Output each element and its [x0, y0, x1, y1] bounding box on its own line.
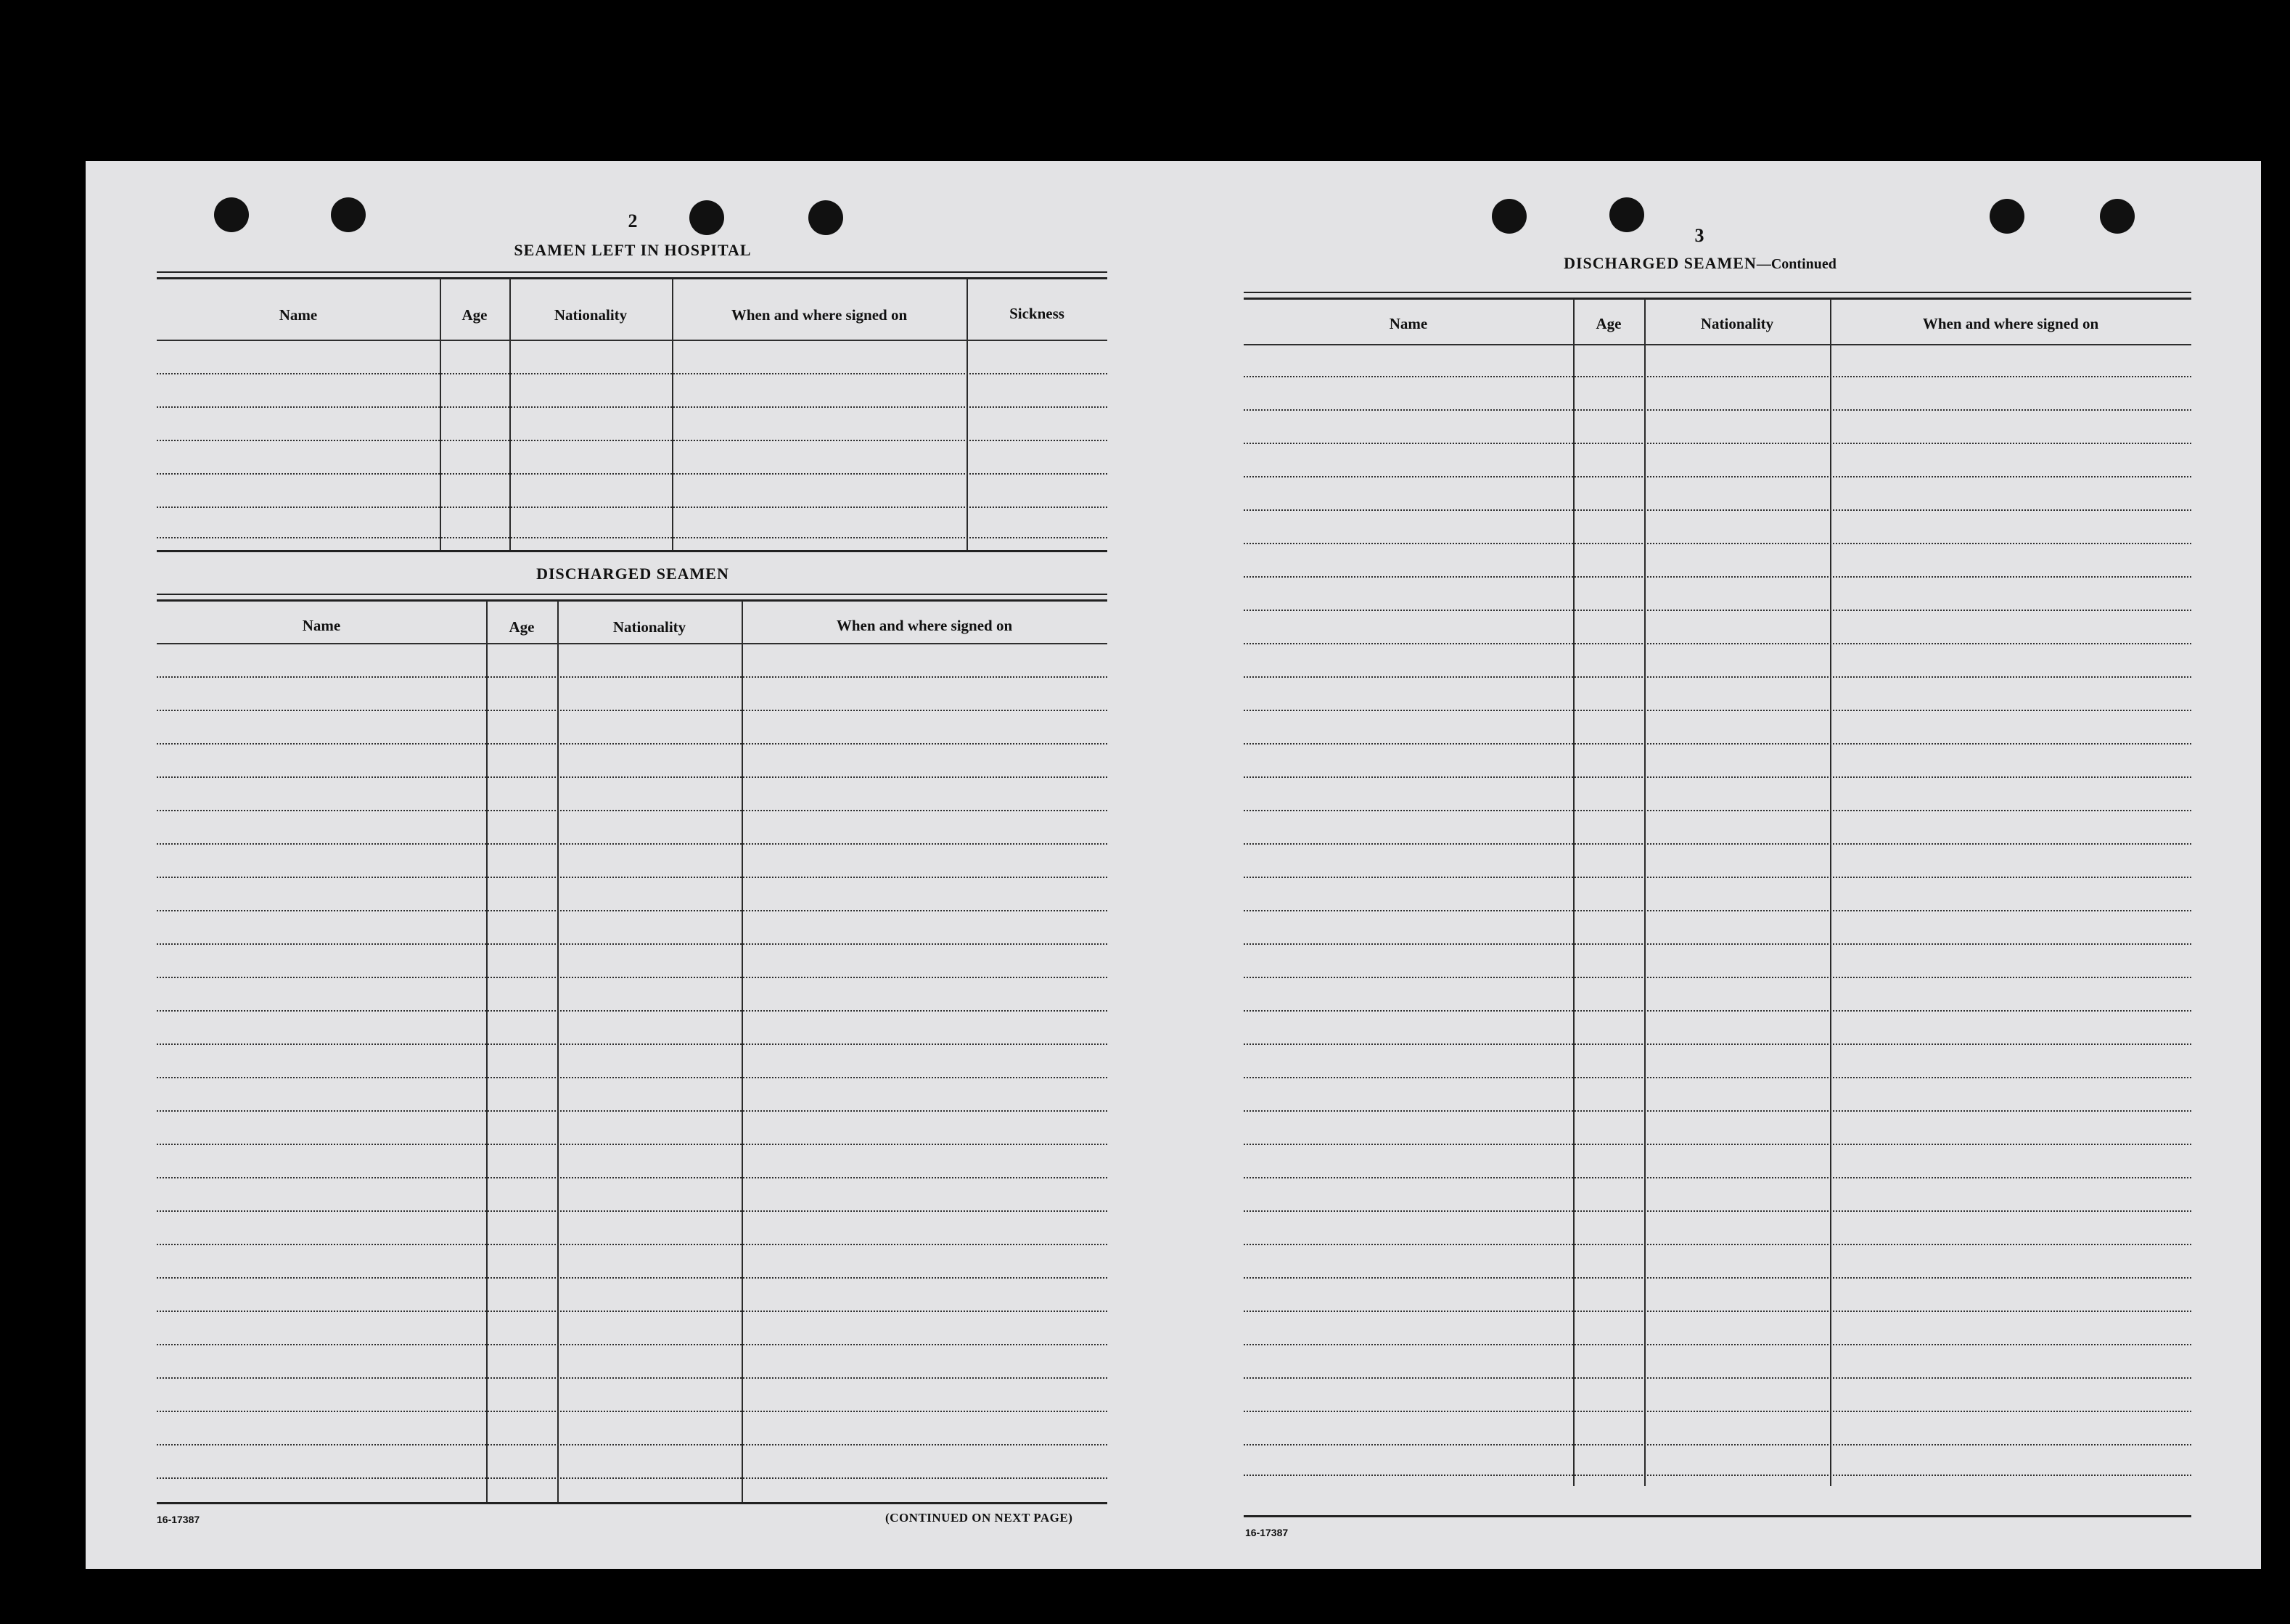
table-row — [157, 810, 1107, 811]
column-header-nationality: Nationality — [1700, 315, 1774, 332]
table-row — [157, 406, 1107, 408]
table-row — [1244, 1043, 2191, 1045]
table-row — [1244, 610, 2191, 611]
table-row — [157, 910, 1107, 911]
discharged-table — [157, 601, 1107, 1502]
form-number: 16-17387 — [1245, 1527, 1289, 1538]
table-row — [157, 1144, 1107, 1145]
table-row — [1244, 1411, 2191, 1412]
table-row — [1244, 1475, 2191, 1476]
table-row — [1244, 843, 2191, 845]
table-row — [157, 743, 1107, 745]
table-row — [1244, 1077, 2191, 1078]
discharged-continued-title — [1551, 254, 1849, 273]
table-row — [157, 710, 1107, 711]
column-header-name: Name — [1389, 315, 1428, 332]
column-divider — [486, 601, 488, 1502]
table-row — [157, 1043, 1107, 1045]
column-header-age: Age — [509, 618, 535, 636]
discharged-continued-table — [1244, 299, 2191, 1486]
header-row-line — [157, 643, 1107, 644]
discharged-title-main: DISCHARGED SEAMEN — [1564, 254, 1757, 272]
table-row — [157, 1444, 1107, 1445]
form-number: 16-17387 — [157, 1514, 200, 1525]
table-row — [1244, 776, 2191, 778]
table-row — [157, 1311, 1107, 1312]
page-number: 3 — [1694, 225, 1704, 246]
column-header-nationality: Nationality — [554, 306, 628, 324]
column-divider — [742, 601, 743, 1502]
column-divider — [557, 601, 559, 1502]
table-row — [157, 676, 1107, 678]
table-row — [1244, 443, 2191, 444]
table-row — [1244, 476, 2191, 477]
table-row — [157, 440, 1107, 441]
binder-hole — [808, 200, 843, 235]
table-row — [1244, 376, 2191, 377]
table-row — [157, 877, 1107, 878]
table-row — [1244, 1177, 2191, 1178]
discharged-section-title: DISCHARGED SEAMEN — [536, 565, 729, 583]
page-2 — [86, 161, 1203, 1569]
table-row — [157, 473, 1107, 475]
table-row — [1244, 977, 2191, 978]
table-row — [157, 1477, 1107, 1479]
table-row — [157, 1277, 1107, 1279]
table-row — [157, 843, 1107, 845]
column-header-signed-on: When and where signed on — [836, 617, 1013, 634]
column-header-age: Age — [1596, 315, 1622, 332]
continued-note: (CONTINUED ON NEXT PAGE) — [885, 1511, 1073, 1525]
table-row — [1244, 743, 2191, 745]
table-row — [1244, 1377, 2191, 1379]
table-row — [157, 943, 1107, 945]
table-row — [157, 373, 1107, 374]
column-header-signed-on: When and where signed on — [731, 306, 908, 324]
table-bottom-rule — [157, 550, 1107, 552]
column-header-name: Name — [279, 306, 318, 324]
discharged-title-suffix: —Continued — [1756, 256, 1836, 272]
table-row — [157, 776, 1107, 778]
table-row — [1244, 1311, 2191, 1312]
register-sheet — [86, 161, 2261, 1569]
table-row — [1244, 1110, 2191, 1112]
table-row — [157, 1377, 1107, 1379]
table-row — [1244, 1144, 2191, 1145]
binder-hole — [1990, 199, 2024, 234]
column-header-age: Age — [461, 306, 488, 324]
table-row — [1244, 676, 2191, 678]
binder-hole — [1609, 197, 1644, 232]
binder-hole — [1492, 199, 1527, 234]
table-row — [1244, 1444, 2191, 1445]
table-row — [1244, 1010, 2191, 1012]
table-row — [1244, 1210, 2191, 1212]
table-row — [157, 1110, 1107, 1112]
table-row — [1244, 943, 2191, 945]
column-header-signed-on: When and where signed on — [1922, 315, 2099, 332]
table-row — [157, 1244, 1107, 1245]
table-bottom-rule — [1244, 1515, 2191, 1517]
table-row — [157, 1177, 1107, 1178]
table-row — [157, 1210, 1107, 1212]
table-row — [1244, 810, 2191, 811]
table-row — [1244, 409, 2191, 411]
table-row — [1244, 643, 2191, 644]
table-row — [157, 977, 1107, 978]
table-row — [1244, 877, 2191, 878]
table-row — [157, 1077, 1107, 1078]
table-row — [1244, 1277, 2191, 1279]
binder-hole — [689, 200, 724, 235]
table-row — [157, 1344, 1107, 1345]
hospital-table — [157, 279, 1107, 550]
binder-hole — [2100, 199, 2135, 234]
column-header-name: Name — [302, 617, 341, 634]
table-bottom-rule — [157, 1502, 1107, 1504]
table-row — [157, 1411, 1107, 1412]
table-row — [157, 507, 1107, 508]
table-row — [1244, 576, 2191, 578]
table-row — [1244, 910, 2191, 911]
table-row — [157, 1010, 1107, 1012]
table-row — [1244, 710, 2191, 711]
table-row — [1244, 509, 2191, 511]
header-row-line — [1244, 344, 2191, 345]
table-row — [1244, 1244, 2191, 1245]
page-number: 2 — [628, 210, 638, 231]
hospital-section-title: SEAMEN LEFT IN HOSPITAL — [514, 241, 752, 259]
table-row — [157, 537, 1107, 538]
column-header-nationality: Nationality — [612, 618, 686, 636]
binder-hole — [331, 197, 366, 232]
table-row — [1244, 1344, 2191, 1345]
page-3 — [1203, 161, 2261, 1569]
binder-hole — [214, 197, 249, 232]
column-header-sickness: Sickness — [1009, 305, 1064, 322]
header-row-line — [157, 340, 1107, 341]
table-row — [1244, 543, 2191, 544]
